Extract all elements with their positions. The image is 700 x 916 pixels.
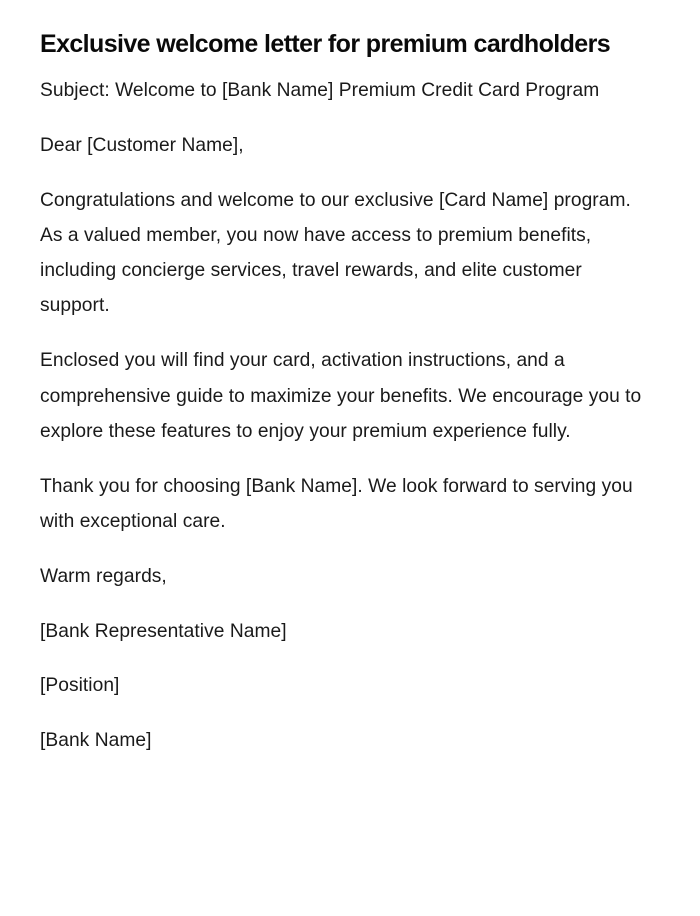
closing: Warm regards, bbox=[40, 565, 167, 587]
signature-name: [Bank Representative Name] bbox=[40, 620, 287, 642]
letter-document bbox=[40, 22, 650, 778]
document-title: Exclusive welcome letter for premium cardholders bbox=[40, 30, 611, 58]
signature-bank: [Bank Name] bbox=[40, 730, 152, 752]
salutation: Dear [Customer Name], bbox=[40, 134, 244, 156]
body-paragraph-enclosures: Enclosed you will find your card, activation instructions, and a comprehensive guide to maximize your benefits. We encourage you to explore these features to enjoy your premium experience fully. bbox=[40, 350, 642, 442]
body-paragraph-welcome: Congratulations and welcome to our exclusive [Card Name] program. As a valued member, you now have access to premium benefits, including concierge services, travel rewards, and elite customer support. bbox=[40, 189, 631, 317]
subject-line: Subject: Welcome to [Bank Name] Premium Credit Card Program bbox=[40, 80, 600, 101]
body-paragraph-thanks: Thank you for choosing [Bank Name]. We look forward to serving you with exceptional care. bbox=[40, 475, 633, 532]
signature-position: [Position] bbox=[40, 675, 120, 697]
